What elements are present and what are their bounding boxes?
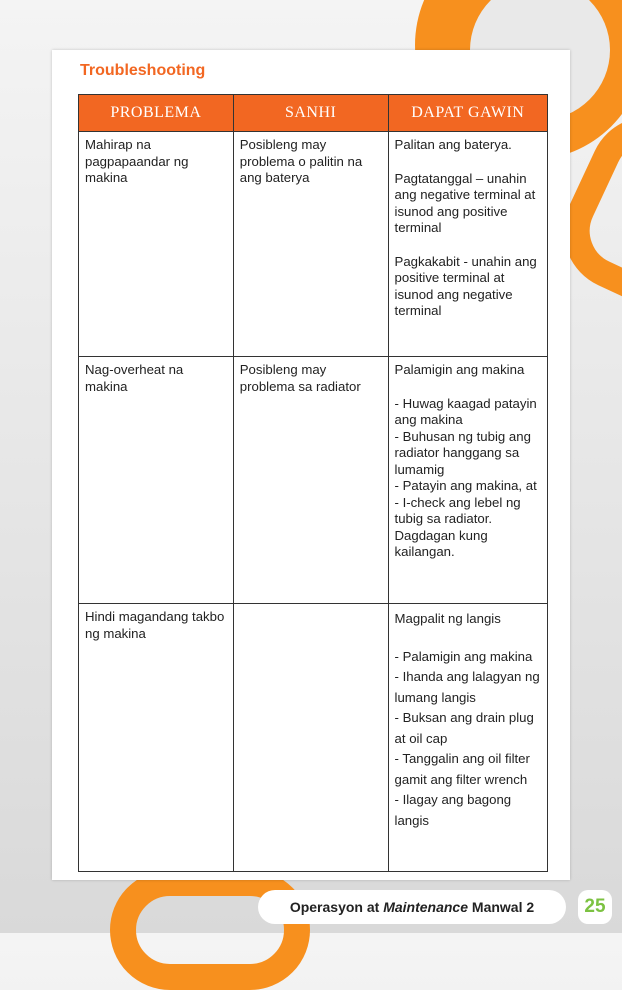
sanhi-cell: Posibleng may problema o palitin na ang baterya <box>233 132 388 357</box>
page-number: 25 <box>578 890 612 924</box>
table-row <box>79 132 548 357</box>
spacer <box>395 379 541 396</box>
gawin-cell <box>388 132 547 357</box>
footer-italic: Maintenance <box>383 899 469 915</box>
gawin-line: Pagkakabit - unahin ang positive terminal at isunod ang negative terminal <box>394 253 537 318</box>
table-header-row <box>79 95 548 132</box>
gawin-line: Magpalit ng langis <box>394 611 501 626</box>
footer-suffix: Manwal 2 <box>468 899 535 915</box>
gawin-line: - Ihanda ang lalagyan ng lumang langis <box>394 669 540 705</box>
document-page <box>52 50 570 880</box>
header-dapat-gawin: DAPAT GAWIN <box>388 95 547 132</box>
problema-cell: Nag-overheat na makina <box>79 357 234 604</box>
gawin-line: Palamigin ang makina <box>394 362 525 377</box>
gawin-line: - I-check ang lebel ng tubig sa radiator. Dagdagan kung kailangan. <box>394 494 521 559</box>
gawin-line: - Huwag kaagad patayin ang makina <box>394 395 537 427</box>
spacer <box>395 237 541 254</box>
gawin-line: Palitan ang baterya. <box>394 137 512 152</box>
gawin-line: - Buhusan ng tubig ang radiator hanggang sa lumamig <box>394 428 531 477</box>
gawin-line: - Patayin ang makina, at <box>394 478 537 493</box>
spacer <box>395 154 541 171</box>
gawin-line: Pagtatanggal – unahin ang negative terminal at isunod ang positive terminal <box>394 170 536 235</box>
spacer <box>395 630 541 647</box>
sanhi-cell <box>233 604 388 872</box>
gawin-line: - Buksan ang drain plug at oil cap <box>394 710 534 746</box>
decorative-loop-bottom <box>110 870 310 990</box>
troubleshooting-table <box>78 94 548 872</box>
footer-title <box>258 899 566 915</box>
page-title: Troubleshooting <box>80 62 206 79</box>
gawin-line: - Ilagay ang bagong langis <box>394 792 512 828</box>
header-problema: PROBLEMA <box>79 95 234 132</box>
header-sanhi: SANHI <box>233 95 388 132</box>
footer-prefix: Operasyon at <box>289 899 384 915</box>
gawin-line: - Tanggalin ang oil filter gamit ang filter wrench <box>394 751 530 787</box>
gawin-cell <box>388 357 547 604</box>
problema-cell: Mahirap na pagpapaandar ng makina <box>79 132 234 357</box>
problema-cell: Hindi magandang takbo ng makina <box>79 604 234 872</box>
gawin-line: - Palamigin ang makina <box>394 648 533 664</box>
sanhi-cell: Posibleng may problema sa radiator <box>233 357 388 604</box>
table-row <box>79 357 548 604</box>
gawin-cell <box>388 604 547 872</box>
table-row <box>79 604 548 872</box>
footer-pill <box>258 890 566 924</box>
